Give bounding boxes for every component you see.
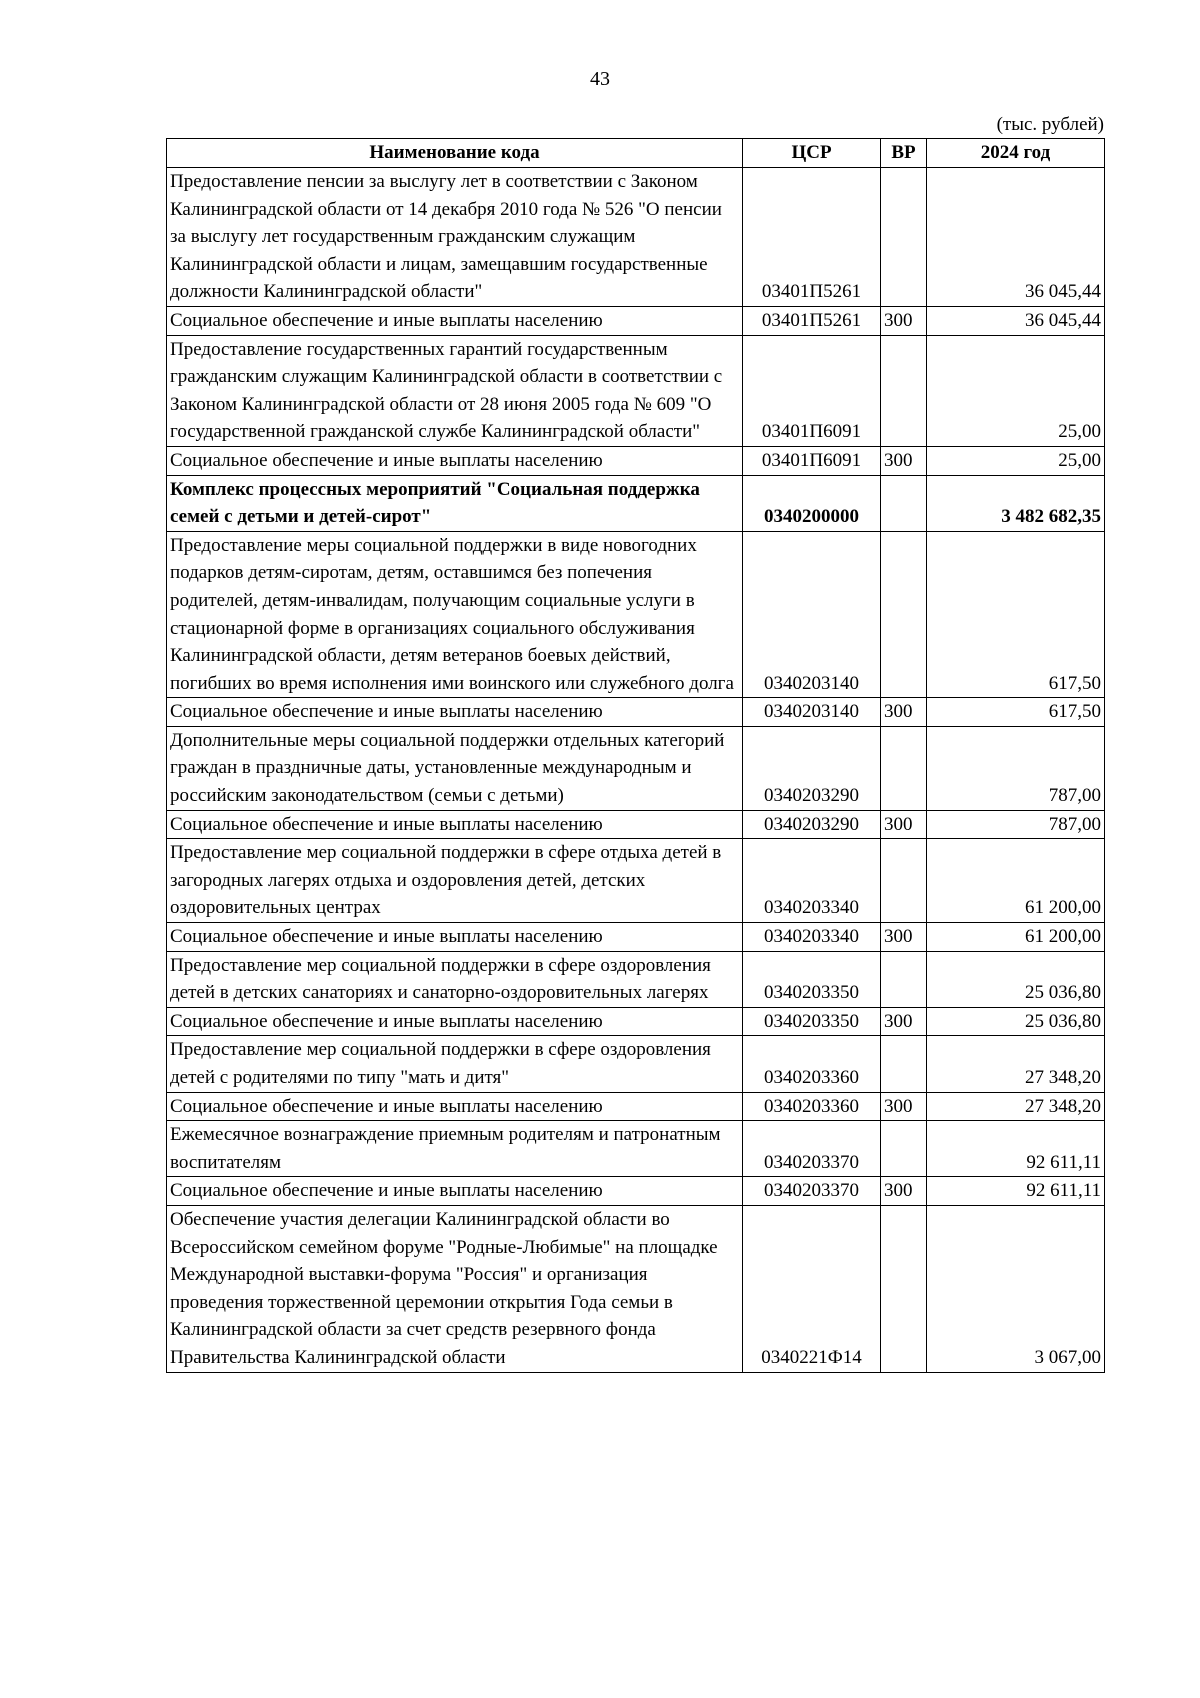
cell-amount: 61 200,00 <box>927 839 1105 923</box>
cell-vr: 300 <box>881 446 927 475</box>
cell-csr: 0340203140 <box>743 698 881 727</box>
table-row <box>167 726 1105 810</box>
cell-amount: 617,50 <box>927 698 1105 727</box>
cell-vr <box>881 726 927 810</box>
cell-amount: 36 045,44 <box>927 306 1105 335</box>
cell-vr <box>881 531 927 698</box>
cell-amount: 27 348,20 <box>927 1092 1105 1121</box>
cell-name: Социальное обеспечение и иные выплаты населению <box>167 446 743 475</box>
cell-name: Предоставление пенсии за выслугу лет в соответствии с Законом Калининградской области от 14 декабря 2010 года № 526 "О пенсии за выслугу лет государственным гражданским служащим Калининградской области и лицам, замещавшим государственные должности Калининградской области" <box>167 168 743 307</box>
cell-name: Социальное обеспечение и иные выплаты населению <box>167 810 743 839</box>
cell-csr: 0340203370 <box>743 1121 881 1177</box>
cell-name: Предоставление мер социальной поддержки в сфере оздоровления детей в детских санаториях и санаторно-оздоровительных лагерях <box>167 951 743 1007</box>
cell-amount: 27 348,20 <box>927 1036 1105 1092</box>
cell-amount: 617,50 <box>927 531 1105 698</box>
cell-vr <box>881 1036 927 1092</box>
cell-csr: 0340203340 <box>743 923 881 952</box>
cell-vr: 300 <box>881 1092 927 1121</box>
cell-csr: 0340203360 <box>743 1036 881 1092</box>
table-row <box>167 475 1105 531</box>
cell-vr: 300 <box>881 923 927 952</box>
cell-amount: 92 611,11 <box>927 1121 1105 1177</box>
cell-csr: 03401П6091 <box>743 335 881 446</box>
table-row <box>167 1121 1105 1177</box>
cell-name: Предоставление мер социальной поддержки в сфере оздоровления детей с родителями по типу "мать и дитя" <box>167 1036 743 1092</box>
table-row <box>167 1177 1105 1206</box>
cell-amount: 3 067,00 <box>927 1205 1105 1372</box>
table-body <box>167 168 1105 1373</box>
cell-vr <box>881 839 927 923</box>
cell-csr: 03401П5261 <box>743 306 881 335</box>
table-row <box>167 923 1105 952</box>
table-row <box>167 1036 1105 1092</box>
table-row <box>167 1007 1105 1036</box>
table-row <box>167 839 1105 923</box>
cell-name: Предоставление меры социальной поддержки в виде новогодних подарков детям-сиротам, детям, оставшимся без попечения родителей, детям-инвалидам, получающим социальные услуги в стационарной форме в организациях социального обслуживания Калининградской области, детям ветеранов боевых действий, погибших во время исполнения ими воинского или служебного долга <box>167 531 743 698</box>
cell-vr <box>881 475 927 531</box>
cell-amount: 92 611,11 <box>927 1177 1105 1206</box>
cell-vr <box>881 1205 927 1372</box>
cell-amount: 787,00 <box>927 726 1105 810</box>
cell-amount: 3 482 682,35 <box>927 475 1105 531</box>
table-row <box>167 446 1105 475</box>
cell-csr: 0340203370 <box>743 1177 881 1206</box>
cell-name: Социальное обеспечение и иные выплаты населению <box>167 306 743 335</box>
header-amount: 2024 год <box>927 139 1105 168</box>
cell-name: Ежемесячное вознаграждение приемным родителям и патронатным воспитателям <box>167 1121 743 1177</box>
cell-csr: 0340203350 <box>743 951 881 1007</box>
cell-vr <box>881 335 927 446</box>
cell-name: Социальное обеспечение и иные выплаты населению <box>167 923 743 952</box>
table-header-row <box>167 139 1105 168</box>
table-row <box>167 335 1105 446</box>
table-row <box>167 531 1105 698</box>
table-row <box>167 168 1105 307</box>
table-row <box>167 698 1105 727</box>
cell-csr: 03401П6091 <box>743 446 881 475</box>
cell-name: Социальное обеспечение и иные выплаты населению <box>167 698 743 727</box>
cell-name: Социальное обеспечение и иные выплаты населению <box>167 1007 743 1036</box>
cell-vr <box>881 168 927 307</box>
table-row <box>167 810 1105 839</box>
header-vr: ВР <box>881 139 927 168</box>
cell-name: Комплекс процессных мероприятий "Социальная поддержка семей с детьми и детей-сирот" <box>167 475 743 531</box>
cell-amount: 25,00 <box>927 335 1105 446</box>
cell-vr <box>881 951 927 1007</box>
budget-table <box>166 138 1105 1373</box>
table-row <box>167 951 1105 1007</box>
cell-vr <box>881 1121 927 1177</box>
table-row <box>167 1205 1105 1372</box>
cell-amount: 36 045,44 <box>927 168 1105 307</box>
cell-vr: 300 <box>881 1007 927 1036</box>
cell-name: Социальное обеспечение и иные выплаты населению <box>167 1092 743 1121</box>
cell-csr: 0340203340 <box>743 839 881 923</box>
cell-amount: 25 036,80 <box>927 1007 1105 1036</box>
cell-vr: 300 <box>881 810 927 839</box>
table-row <box>167 1092 1105 1121</box>
cell-amount: 25 036,80 <box>927 951 1105 1007</box>
cell-csr: 0340203290 <box>743 810 881 839</box>
cell-name: Предоставление мер социальной поддержки в сфере отдыха детей в загородных лагерях отдыха и оздоровления детей, детских оздоровительных центрах <box>167 839 743 923</box>
header-csr: ЦСР <box>743 139 881 168</box>
units-label: (тыс. рублей) <box>996 114 1104 135</box>
cell-amount: 25,00 <box>927 446 1105 475</box>
cell-csr: 0340203350 <box>743 1007 881 1036</box>
cell-csr: 0340221Ф14 <box>743 1205 881 1372</box>
cell-csr: 0340203290 <box>743 726 881 810</box>
table-row <box>167 306 1105 335</box>
cell-amount: 61 200,00 <box>927 923 1105 952</box>
cell-name: Социальное обеспечение и иные выплаты населению <box>167 1177 743 1206</box>
cell-name: Обеспечение участия делегации Калининградской области во Всероссийском семейном форуме "Родные-Любимые" на площадке Международной выставки-форума "Россия" и организация проведения торжественной церемонии открытия Года семьи в Калининградской области за счет средств резервного фонда Правительства Калининградской области <box>167 1205 743 1372</box>
page-number: 43 <box>590 68 610 90</box>
cell-name: Предоставление государственных гарантий государственным гражданским служащим Калининградской области в соответствии с Законом Калининградской области от 28 июня 2005 года № 609 "О государственной гражданской службе Калининградской области" <box>167 335 743 446</box>
cell-vr: 300 <box>881 698 927 727</box>
cell-name: Дополнительные меры социальной поддержки отдельных категорий граждан в праздничные даты, установленные международным и российским законодательством (семьи с детьми) <box>167 726 743 810</box>
cell-csr: 0340203360 <box>743 1092 881 1121</box>
cell-vr: 300 <box>881 306 927 335</box>
cell-amount: 787,00 <box>927 810 1105 839</box>
cell-csr: 03401П5261 <box>743 168 881 307</box>
cell-csr: 0340203140 <box>743 531 881 698</box>
cell-csr: 0340200000 <box>743 475 881 531</box>
cell-vr: 300 <box>881 1177 927 1206</box>
header-name: Наименование кода <box>167 139 743 168</box>
